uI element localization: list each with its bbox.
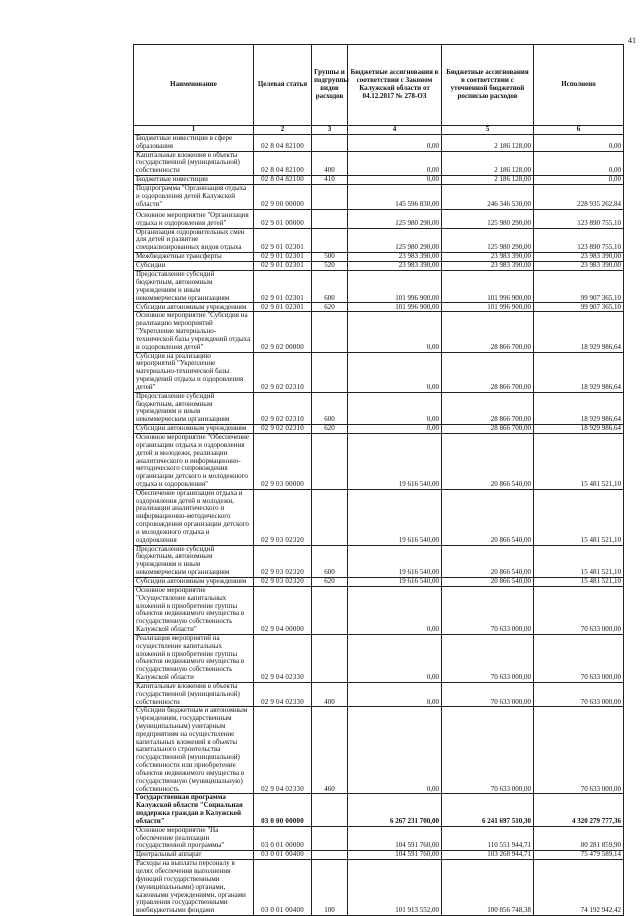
row-target-code: 02 9 02 00000 <box>254 312 312 352</box>
row-name: Субсидия на реализацию мероприятий "Укрепление материально-технической базы учреждений отдыха и оздоровления детей" <box>134 352 254 392</box>
page-number: 41 <box>628 36 636 45</box>
table-row <box>134 634 624 682</box>
row-expense-group: 400 <box>312 151 348 175</box>
table-row <box>134 826 624 850</box>
row-expense-group <box>312 209 348 228</box>
row-target-code: 02 9 03 02320 <box>254 489 312 545</box>
row-expense-group <box>312 185 348 209</box>
row-refined-amount: 23 983 390,00 <box>442 253 534 262</box>
row-target-code: 03 0 01 00000 <box>254 826 312 850</box>
table-row <box>134 392 624 424</box>
row-target-code: 02 9 03 02320 <box>254 577 312 586</box>
row-target-code: 02 8 04 82100 <box>254 176 312 185</box>
row-law-amount: 0,00 <box>348 135 442 152</box>
row-law-amount: 125 980 290,00 <box>348 228 442 252</box>
row-law-amount: 104 591 760,00 <box>348 826 442 850</box>
row-executed-amount: 80 281 859,90 <box>534 826 624 850</box>
row-refined-amount: 20 866 540,00 <box>442 577 534 586</box>
row-law-amount: 0,00 <box>348 425 442 434</box>
row-refined-amount: 246 346 530,00 <box>442 185 534 209</box>
row-expense-group: 620 <box>312 303 348 312</box>
row-executed-amount: 75 479 589,14 <box>534 851 624 860</box>
column-number: 1 <box>134 126 254 135</box>
row-executed-amount: 18 929 986,64 <box>534 352 624 392</box>
row-law-amount: 0,00 <box>348 586 442 634</box>
row-name: Обеспечение организации отдыха и оздоровления детей и молодежи, реализации аналитического и информационно-методического сопровождения организации детского и молодежного отдыха и оздоровления <box>134 489 254 545</box>
row-expense-group: 600 <box>312 392 348 424</box>
row-law-amount: 19 616 540,00 <box>348 545 442 577</box>
row-target-code: 02 9 04 02330 <box>254 634 312 682</box>
row-refined-amount: 28 866 700,00 <box>442 312 534 352</box>
row-target-code: 03 0 01 00400 <box>254 860 312 916</box>
row-expense-group: 410 <box>312 176 348 185</box>
table-row <box>134 860 624 916</box>
row-expense-group: 620 <box>312 577 348 586</box>
row-expense-group: 620 <box>312 425 348 434</box>
row-refined-amount: 100 856 748,38 <box>442 860 534 916</box>
column-number: 4 <box>348 126 442 135</box>
row-law-amount: 101 996 900,00 <box>348 303 442 312</box>
row-target-code: 02 9 04 02330 <box>254 707 312 794</box>
row-executed-amount: 70 633 000,00 <box>534 707 624 794</box>
row-target-code: 02 9 03 00000 <box>254 434 312 490</box>
row-target-code: 02 9 02 02310 <box>254 425 312 434</box>
row-executed-amount: 15 481 521,10 <box>534 577 624 586</box>
row-expense-group: 520 <box>312 262 348 271</box>
column-number: 5 <box>442 126 534 135</box>
row-executed-amount: 15 481 521,10 <box>534 434 624 490</box>
table-row <box>134 209 624 228</box>
table-row <box>134 434 624 490</box>
row-target-code: 02 9 01 02301 <box>254 228 312 252</box>
table-row <box>134 352 624 392</box>
row-executed-amount: 99 907 365,10 <box>534 271 624 303</box>
row-executed-amount: 18 929 986,64 <box>534 392 624 424</box>
row-executed-amount: 18 929 986,64 <box>534 425 624 434</box>
row-target-code: 02 9 01 02301 <box>254 253 312 262</box>
table-row <box>134 151 624 175</box>
row-refined-amount: 20 866 540,00 <box>442 489 534 545</box>
table-header-row <box>134 45 624 126</box>
header-code: Целевая статья <box>254 45 312 126</box>
row-target-code: 02 9 02 02310 <box>254 392 312 424</box>
row-law-amount: 0,00 <box>348 352 442 392</box>
row-expense-group <box>312 851 348 860</box>
table-row <box>134 707 624 794</box>
table-row <box>134 271 624 303</box>
row-target-code: 02 9 03 02320 <box>254 545 312 577</box>
row-executed-amount: 0,00 <box>534 151 624 175</box>
row-expense-group <box>312 826 348 850</box>
row-law-amount: 104 591 760,00 <box>348 851 442 860</box>
row-refined-amount: 28 866 700,00 <box>442 352 534 392</box>
row-executed-amount: 0,00 <box>534 176 624 185</box>
row-law-amount: 19 616 540,00 <box>348 434 442 490</box>
row-executed-amount: 70 633 000,00 <box>534 682 624 706</box>
row-name: Субсидии бюджетным и автономным учреждениям, государственным (муниципальным) унитарным предприятиям на осуществление капитальных вложений в объекты капитального строительства государственной (муниципальной) собственности или приобретение объектов недвижимого имущества в государственную (муниципальную) собственность <box>134 707 254 794</box>
row-name: Предоставление субсидий бюджетным, автономным учреждениям и иным некоммерческим организациям <box>134 271 254 303</box>
row-refined-amount: 101 996 900,00 <box>442 303 534 312</box>
row-name: Основное мероприятие "Организация отдыха и оздоровления детей" <box>134 209 254 228</box>
row-name: Основное мероприятие "Осуществление капитальных вложений в приобретение группы объектов недвижимого имущества в государственную собственность Калужской области" <box>134 586 254 634</box>
row-name: Расходы на выплаты персоналу в целях обеспечения выполнения функций государственными (муниципальными) органами, казенными учреждениями, органами управления государственными внебюджетными фондами <box>134 860 254 916</box>
row-expense-group: 460 <box>312 707 348 794</box>
row-executed-amount: 23 983 390,00 <box>534 262 624 271</box>
row-name: Основное мероприятие "Субсидия на реализацию мероприятий "Укрепление материально-технической базы учреждений отдыха и оздоровления детей" <box>134 312 254 352</box>
row-name: Субсидии автономным учреждениям <box>134 303 254 312</box>
row-executed-amount: 4 320 279 777,36 <box>534 794 624 826</box>
row-target-code: 02 9 01 02301 <box>254 271 312 303</box>
row-executed-amount: 18 929 986,64 <box>534 312 624 352</box>
table-row <box>134 185 624 209</box>
row-name: Субсидии автономным учреждениям <box>134 425 254 434</box>
row-expense-group <box>312 228 348 252</box>
budget-table <box>133 44 624 916</box>
row-expense-group <box>312 135 348 152</box>
row-name: Подпрограмма "Организация отдыха и оздоровления детей Калужской области" <box>134 185 254 209</box>
row-expense-group <box>312 489 348 545</box>
header-executed: Исполнено <box>534 45 624 126</box>
row-refined-amount: 101 996 900,00 <box>442 271 534 303</box>
row-refined-amount: 6 241 697 510,30 <box>442 794 534 826</box>
row-law-amount: 145 596 830,00 <box>348 185 442 209</box>
row-executed-amount: 23 983 390,00 <box>534 253 624 262</box>
table-row <box>134 228 624 252</box>
row-refined-amount: 2 186 128,00 <box>442 151 534 175</box>
row-name: Предоставление субсидий бюджетным, автономным учреждениям и иным некоммерческим организациям <box>134 392 254 424</box>
row-law-amount: 23 983 390,00 <box>348 262 442 271</box>
row-executed-amount: 123 890 755,10 <box>534 228 624 252</box>
row-executed-amount: 74 192 942,42 <box>534 860 624 916</box>
column-number: 6 <box>534 126 624 135</box>
row-law-amount: 23 983 390,00 <box>348 253 442 262</box>
table-row <box>134 794 624 826</box>
row-target-code: 03 0 01 00400 <box>254 851 312 860</box>
row-refined-amount: 70 633 000,00 <box>442 707 534 794</box>
row-name: Межбюджетные трансферты <box>134 253 254 262</box>
row-executed-amount: 123 890 755,10 <box>534 209 624 228</box>
row-name: Капитальные вложения в объекты государственной (муниципальной) собственности <box>134 151 254 175</box>
row-target-code: 02 8 04 82100 <box>254 151 312 175</box>
header-group: Группы и подгруппы видов расходов <box>312 45 348 126</box>
table-row <box>134 312 624 352</box>
header-name: Наименование <box>134 45 254 126</box>
column-number: 3 <box>312 126 348 135</box>
row-expense-group <box>312 312 348 352</box>
row-executed-amount: 15 481 521,10 <box>534 489 624 545</box>
row-expense-group <box>312 434 348 490</box>
row-refined-amount: 28 866 700,00 <box>442 392 534 424</box>
row-name: Государственная программа Калужской области "Социальная поддержка граждан в Калужской области" <box>134 794 254 826</box>
table-row <box>134 489 624 545</box>
row-target-code: 02 9 01 02301 <box>254 303 312 312</box>
row-expense-group: 400 <box>312 682 348 706</box>
row-refined-amount: 125 980 290,00 <box>442 228 534 252</box>
row-expense-group <box>312 794 348 826</box>
row-target-code: 02 9 04 00000 <box>254 586 312 634</box>
header-refined: Бюджетные ассигнования в соответствии с уточненной бюджетной росписью расходов <box>442 45 534 126</box>
row-target-code: 02 9 02 02310 <box>254 352 312 392</box>
row-target-code: 02 9 01 00000 <box>254 209 312 228</box>
table-row <box>134 545 624 577</box>
row-executed-amount: 99 907 365,10 <box>534 303 624 312</box>
row-refined-amount: 70 633 000,00 <box>442 682 534 706</box>
row-law-amount: 19 616 540,00 <box>348 489 442 545</box>
row-executed-amount: 228 935 262,84 <box>534 185 624 209</box>
table-row <box>134 577 624 586</box>
row-law-amount: 101 913 552,00 <box>348 860 442 916</box>
row-name: Субсидии автономным учреждениям <box>134 577 254 586</box>
header-law: Бюджетные ассигнования в соответствии с Законом Калужской области от 04.12.2017 № 278-ОЗ <box>348 45 442 126</box>
row-expense-group: 600 <box>312 271 348 303</box>
column-number: 2 <box>254 126 312 135</box>
row-expense-group: 600 <box>312 545 348 577</box>
row-law-amount: 0,00 <box>348 151 442 175</box>
row-name: Организация оздоровительных смен для детей и развитие специализированных видов отдыха <box>134 228 254 252</box>
row-law-amount: 6 267 231 700,00 <box>348 794 442 826</box>
row-name: Основное мероприятие "На обеспечение реализации государственной программы" <box>134 826 254 850</box>
row-target-code: 02 9 04 02330 <box>254 682 312 706</box>
row-name: Предоставление субсидий бюджетным, автономным учреждениям и иным некоммерческим организациям <box>134 545 254 577</box>
table-body <box>134 135 624 916</box>
table-row <box>134 586 624 634</box>
row-refined-amount: 70 633 000,00 <box>442 586 534 634</box>
row-law-amount: 0,00 <box>348 312 442 352</box>
row-refined-amount: 103 268 944,71 <box>442 851 534 860</box>
row-name: Бюджетные инвестиции <box>134 176 254 185</box>
row-name: Бюджетные инвестиции в сфере образования <box>134 135 254 152</box>
table-row <box>134 253 624 262</box>
row-expense-group: 100 <box>312 860 348 916</box>
row-target-code: 02 8 04 82100 <box>254 135 312 152</box>
row-law-amount: 0,00 <box>348 707 442 794</box>
row-target-code: 03 0 00 00000 <box>254 794 312 826</box>
row-executed-amount: 0,00 <box>534 135 624 152</box>
row-name: Реализация мероприятий на осуществление капитальных вложений в приобретение группы объектов недвижимого имущества в государственную собственность Калужской области <box>134 634 254 682</box>
row-law-amount: 125 980 290,00 <box>348 209 442 228</box>
row-refined-amount: 125 980 290,00 <box>442 209 534 228</box>
row-refined-amount: 70 633 000,00 <box>442 634 534 682</box>
row-expense-group <box>312 634 348 682</box>
row-refined-amount: 20 866 540,00 <box>442 545 534 577</box>
row-law-amount: 19 616 540,00 <box>348 577 442 586</box>
row-law-amount: 101 996 900,00 <box>348 271 442 303</box>
row-expense-group <box>312 352 348 392</box>
row-refined-amount: 28 866 700,00 <box>442 425 534 434</box>
row-name: Центральный аппарат <box>134 851 254 860</box>
row-name: Субсидии <box>134 262 254 271</box>
row-name: Основное мероприятие "Обеспечение организации отдыха и оздоровления детей и молодежи, реализации аналитического и информационно-методического сопровождения организации детского и молодежного отдыха и оздоровления" <box>134 434 254 490</box>
row-refined-amount: 2 186 128,00 <box>442 135 534 152</box>
row-executed-amount: 15 481 521,10 <box>534 545 624 577</box>
row-law-amount: 0,00 <box>348 392 442 424</box>
row-target-code: 02 9 00 00000 <box>254 185 312 209</box>
row-law-amount: 0,00 <box>348 176 442 185</box>
row-target-code: 02 9 01 02301 <box>254 262 312 271</box>
row-law-amount: 0,00 <box>348 634 442 682</box>
row-expense-group: 500 <box>312 253 348 262</box>
table-row <box>134 682 624 706</box>
row-law-amount: 0,00 <box>348 682 442 706</box>
row-executed-amount: 70 633 000,00 <box>534 634 624 682</box>
row-refined-amount: 23 983 390,00 <box>442 262 534 271</box>
row-expense-group <box>312 586 348 634</box>
row-name: Капитальные вложения в объекты государственной (муниципальной) собственности <box>134 682 254 706</box>
row-executed-amount: 70 633 000,00 <box>534 586 624 634</box>
table-row <box>134 135 624 152</box>
row-refined-amount: 20 866 540,00 <box>442 434 534 490</box>
row-refined-amount: 2 186 128,00 <box>442 176 534 185</box>
row-refined-amount: 110 551 944,71 <box>442 826 534 850</box>
